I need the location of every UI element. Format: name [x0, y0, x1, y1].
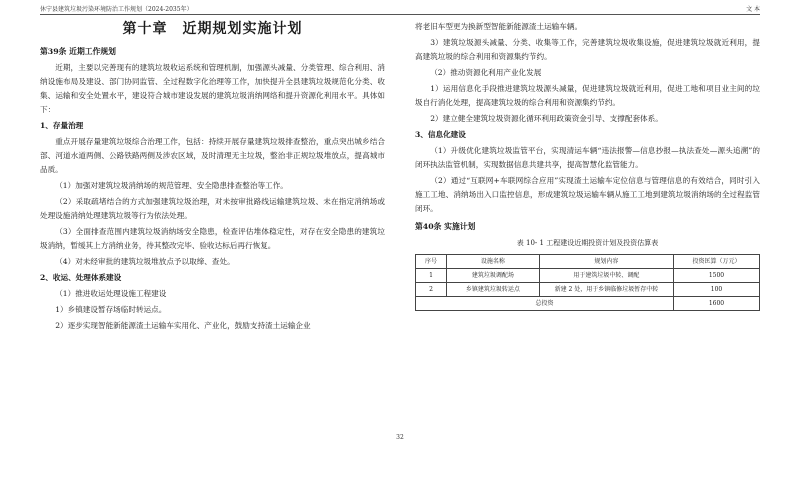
- header-section-label: 文 本: [746, 6, 760, 13]
- table-caption: 表 10- 1 工程建设近期投资计划及投资估算表: [516, 239, 659, 247]
- table-header-cell: 规划内容: [539, 255, 673, 269]
- table-total-label: 总投资: [416, 297, 674, 311]
- section-3-heading: 3、信息化建设: [415, 130, 466, 139]
- paragraph: （4）对未经审批的建筑垃圾堆放点予以取缔、查处。: [55, 257, 235, 266]
- paragraph: （1）推进收运处理设施工程建设: [55, 289, 167, 298]
- paragraph: 重点开展存量建筑垃圾综合治理工作，包括：持续开展存量建筑垃圾排查整治，重点突出城乡结合部、河道水道两侧、公路铁路两侧及涉农区域，及时清理无主垃圾，整治非正规垃圾堆放点，提高城市品质。: [40, 137, 385, 174]
- header-document-title: 休宁县建筑垃圾污染环境防治工作规划（2024-2035年）: [40, 6, 193, 13]
- paragraph: （2）通过“互联网+车联网综合应用”实现渣土运输车定位信息与管理信息的有效结合，同时引入施工工地、消纳场出入口监控信息，形成建筑垃圾运输车辆从施工工地到建筑垃圾消纳场的全过程监管闭环。: [415, 176, 760, 213]
- header-divider: [40, 14, 760, 15]
- paragraph: （1）加强对建筑垃圾消纳场的规范管理、安全隐患排查整治等工作。: [55, 181, 288, 190]
- table-total-value: 1600: [673, 297, 759, 311]
- paragraph: 2）逐步实现智能新能源渣土运输车实用化、产业化，鼓励支持渣土运输企业: [55, 321, 311, 330]
- table-row: [416, 283, 760, 297]
- investment-table: [415, 254, 760, 311]
- table-header-cell: 设施名称: [446, 255, 539, 269]
- table-row: [416, 269, 760, 283]
- table-cell: 新建 2 处，用于乡镇临修垃圾暂存中转: [539, 283, 673, 297]
- table-cell: 2: [416, 283, 447, 297]
- paragraph: 3）建筑垃圾源头减量、分类、收集等工作，完善建筑垃圾收集设施，促进建筑垃圾就近利用，提高建筑垃圾的综合利用和资源集约节约。: [415, 38, 760, 61]
- table-cell: 乡镇建筑垃圾转运点: [446, 283, 539, 297]
- table-total-row: [416, 297, 760, 311]
- page-number: 32: [396, 434, 404, 441]
- table-header-cell: 序号: [416, 255, 447, 269]
- table-cell: 100: [673, 283, 759, 297]
- chapter-title: 第十章 近期规划实施计划: [122, 21, 303, 37]
- article-39-heading: 第39条 近期工作规划: [40, 47, 116, 56]
- paragraph: （3）全面排查范围内建筑垃圾消纳场安全隐患，检查评估堆体稳定性，对存在安全隐患的建筑垃圾消纳，暂缓其上方消纳业务，待其整改完毕、验收达标后再行恢复。: [40, 227, 385, 250]
- right-column: [415, 20, 760, 311]
- table-cell: 用于建筑垃圾中转、调配: [539, 269, 673, 283]
- paragraph: 2）建立健全建筑垃圾资源化循环利用政策资金引导、支撑配套体系。: [430, 114, 663, 123]
- section-1-heading: 1、存量治理: [40, 121, 84, 130]
- table-cell: 1: [416, 269, 447, 283]
- paragraph: 将老旧车型更为换新型智能新能源渣土运输车辆。: [415, 22, 583, 31]
- paragraph: 1）乡镇建设暂存场临时转运点。: [55, 305, 167, 314]
- table-cell: 建筑垃圾调配场: [446, 269, 539, 283]
- table-cell: 1500: [673, 269, 759, 283]
- paragraph: （2）推动资源化利用产业化发展: [430, 68, 542, 77]
- intro-paragraph: 近期，主要以完善现有的建筑垃圾收运系统和管理机制，加强源头减量、分类管理、综合利用、消纳设施布局及建设、部门协同监管、全过程数字化治理等工作，加快提升全县建筑垃圾规范化分类、收集、运输和安全处置水平，建设符合城市建设发展的建筑垃圾消纳网络和提升资源化利用水平。具体如下：: [40, 63, 385, 114]
- article-40-heading: 第40条 实施计划: [415, 222, 476, 231]
- paragraph: 1）运用信息化手段推进建筑垃圾源头减量，促进建筑垃圾就近利用，促进工地和项目业主间的垃圾自行消化处理，提高建筑垃圾的综合利用和资源集约节约。: [415, 84, 760, 107]
- paragraph: （2）采取疏堵结合的方式加强建筑垃圾治理，对未按审批路线运输建筑垃圾、未在指定消纳场或处理设施消纳处理建筑垃圾等行为依法处理。: [40, 197, 385, 220]
- paragraph: （1）升级优化建筑垃圾监管平台，实现清运车辆“违法报警—信息抄报—执法查处—源头追溯”的闭环执法监管机制，实现数据信息共建共享，提高智慧化监管能力。: [415, 146, 760, 169]
- table-header-cell: 投资匡算（万元）: [673, 255, 759, 269]
- left-column: [40, 20, 385, 335]
- table-header-row: [416, 255, 760, 269]
- section-2-heading: 2、收运、处理体系建设: [40, 273, 122, 282]
